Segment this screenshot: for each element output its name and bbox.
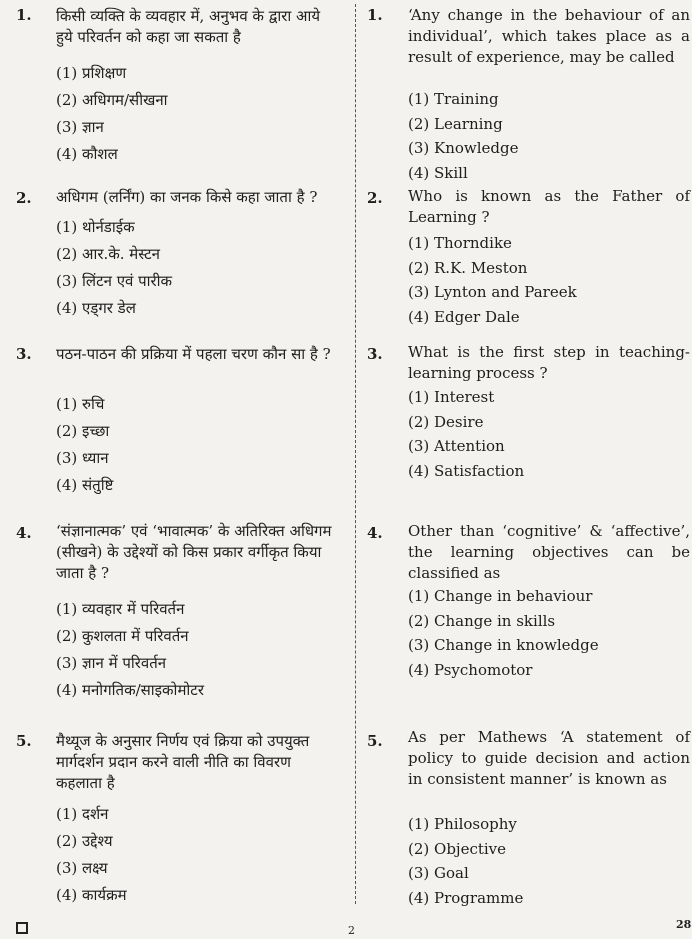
option-1: (1) Change in behaviour (408, 587, 593, 605)
option-list (56, 214, 172, 322)
option-2: (2) अधिगम/सीखना (56, 91, 168, 109)
option-4: (4) Programme (408, 888, 524, 907)
question-text: What is the first step in teaching-learning process ? (408, 343, 690, 382)
option-2: (2) Objective (408, 839, 507, 858)
option-list (56, 596, 204, 704)
question-number: 3. (367, 345, 383, 363)
option-4: (4) एड्गर डेल (56, 299, 136, 317)
option-1: (1) रुचि (56, 395, 105, 413)
option-3: (3) ध्यान (56, 449, 109, 467)
question-text: मैथ्यूज के अनुसार निर्णय एवं क्रिया को उपयुक्त मार्गदर्शन प्रदान करने वाली नीति का विवरण कहलाता है (56, 732, 310, 792)
option-3: (3) Goal (408, 864, 469, 882)
option-list (408, 87, 519, 185)
option-1: (1) दर्शन (56, 805, 109, 823)
question-number: 4. (16, 524, 32, 542)
option-2: (2) इच्छा (56, 422, 110, 440)
question-text: As per Mathews ‘A statement of policy to guide decision and action in consistent manner’ is known as (408, 728, 690, 788)
question-text: Who is known as the Father of Learning ? (408, 187, 690, 226)
option-list (408, 812, 523, 910)
option-3: (3) लिंटन एवं पारीक (56, 272, 173, 290)
option-2: (2) Learning (408, 114, 503, 133)
option-4: (4) Skill (408, 163, 468, 182)
question-text: किसी व्यक्ति के व्यवहार में, अनुभव के द्वारा आये हुये परिवर्तन को कहा जा सकता है (56, 7, 321, 46)
option-3: (3) ज्ञान में परिवर्तन (56, 654, 167, 672)
option-2: (2) कुशलता में परिवर्तन (56, 627, 189, 645)
option-2: (2) आर.के. मेस्टन (56, 245, 160, 263)
option-list (408, 584, 599, 682)
question-number: 5. (16, 732, 32, 750)
question-number: 4. (367, 524, 383, 542)
question-number: 1. (367, 6, 383, 24)
option-list (56, 60, 168, 168)
option-list (56, 801, 127, 909)
option-list (56, 391, 113, 499)
option-1: (1) प्रशिक्षण (56, 64, 127, 82)
option-4: (4) Satisfaction (408, 461, 525, 480)
question-number: 3. (16, 345, 32, 363)
option-3: (3) ज्ञान (56, 118, 104, 136)
option-2: (2) Change in skills (408, 611, 556, 630)
option-list (408, 231, 577, 329)
option-2: (2) Desire (408, 412, 484, 431)
option-1: (1) Interest (408, 388, 495, 406)
page-number: 2 (348, 924, 355, 937)
option-1: (1) Philosophy (408, 815, 517, 833)
option-list (408, 385, 524, 483)
option-3: (3) Attention (408, 437, 505, 455)
column-divider (355, 4, 356, 904)
option-4: (4) Edger Dale (408, 307, 520, 326)
square-icon (16, 922, 28, 934)
option-3: (3) Change in knowledge (408, 636, 599, 654)
option-3: (3) Knowledge (408, 139, 519, 157)
option-4: (4) कौशल (56, 145, 118, 163)
option-1: (1) Training (408, 90, 499, 108)
option-4: (4) कार्यक्रम (56, 886, 127, 904)
question-number: 1. (16, 6, 32, 24)
option-4: (4) संतुष्टि (56, 476, 114, 494)
question-text: ‘Any change in the behaviour of an individual’, which takes place as a result of experience, may be called (408, 6, 690, 66)
option-1: (1) थोर्नडाईक (56, 218, 135, 236)
option-2: (2) R.K. Meston (408, 258, 528, 277)
option-1: (1) Thorndike (408, 234, 512, 252)
option-4: (4) मनोगतिक/साइकोमोटर (56, 681, 204, 699)
option-1: (1) व्यवहार में परिवर्तन (56, 600, 185, 618)
question-number: 5. (367, 732, 383, 750)
question-number: 2. (367, 189, 383, 207)
option-3: (3) Lynton and Pareek (408, 283, 577, 301)
question-text: अधिगम (लर्निंग) का जनक किसे कहा जाता है ? (56, 188, 318, 206)
question-text: Other than ‘cognitive’ & ‘affective’, the learning objectives can be classified as (408, 522, 690, 582)
option-4: (4) Psychomotor (408, 660, 533, 679)
question-text: ‘संज्ञानात्मक’ एवं ‘भावात्मक’ के अतिरिक्त अधिगम (सीखने) के उद्देश्यों को किस प्रकार वर्गीकृत किया जाता है ? (56, 522, 332, 582)
option-2: (2) उद्देश्य (56, 832, 113, 850)
option-3: (3) लक्ष्य (56, 859, 108, 877)
corner-code: 28 (676, 918, 692, 931)
question-number: 2. (16, 189, 32, 207)
question-text: पठन-पाठन की प्रक्रिया में पहला चरण कौन सा है ? (56, 345, 331, 363)
